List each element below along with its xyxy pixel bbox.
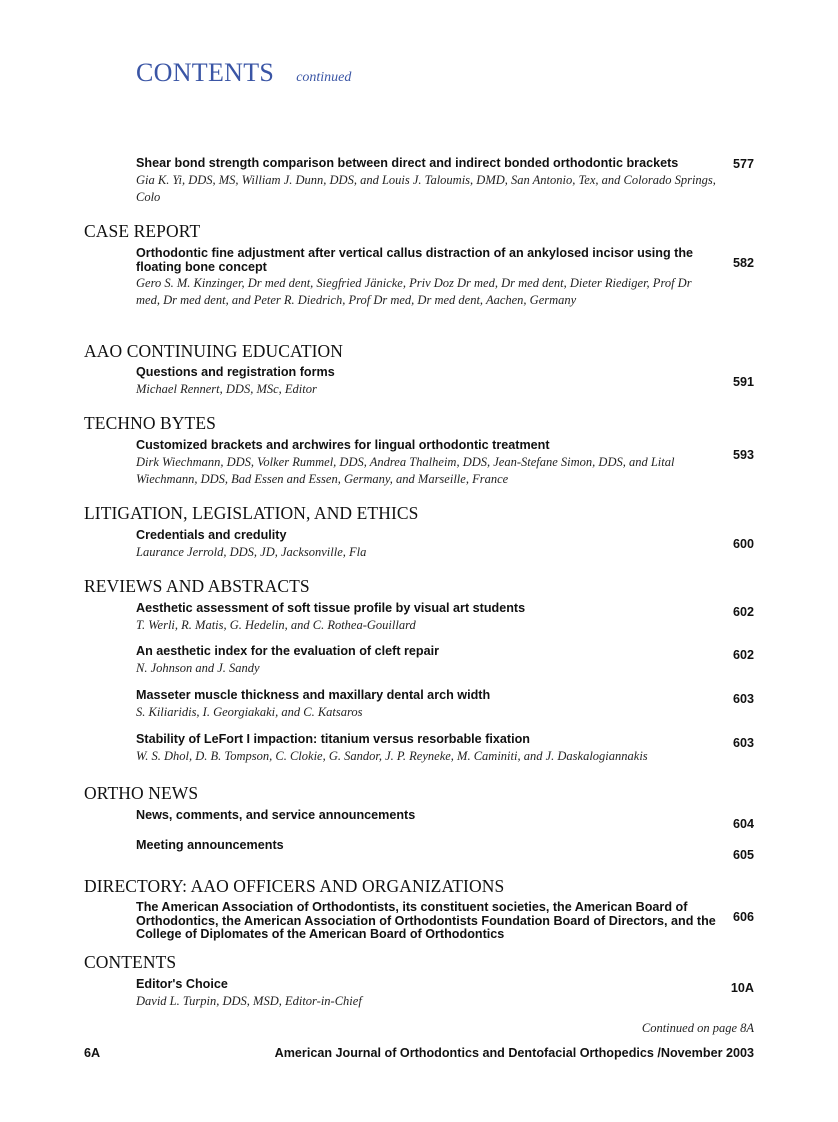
section-heading: DIRECTORY: AAO OFFICERS AND ORGANIZATIONS	[84, 876, 505, 896]
header-title: CONTENTS	[136, 58, 275, 87]
article-title: Shear bond strength comparison between direct and indirect bonded orthodontic brackets	[136, 156, 679, 170]
article-title: An aesthetic index for the evaluation of cleft repair	[136, 644, 440, 658]
article-entry[interactable]	[136, 366, 716, 398]
page-number: 604	[732, 817, 754, 831]
article-entry[interactable]	[136, 645, 716, 677]
article-title: Customized brackets and archwires for lingual orthodontic treatment	[136, 438, 550, 452]
page-number: 593	[732, 448, 754, 462]
article-entry[interactable]	[136, 689, 716, 721]
footer-page-label: 6A	[84, 1046, 101, 1060]
article-title: Editor's Choice	[136, 977, 228, 991]
section-heading: ORTHO NEWS	[84, 783, 199, 803]
continued-note: Continued on page 8A	[641, 1021, 754, 1035]
article-entry[interactable]	[136, 978, 716, 1010]
article-entry[interactable]	[136, 809, 716, 823]
contents-header	[136, 58, 351, 88]
page-number: 591	[732, 375, 754, 389]
article-authors: Gia K. Yi, DDS, MS, William J. Dunn, DDS, and Louis J. Taloumis, DMD, San Antonio, Tex, and Colorado Springs, Colo	[136, 172, 716, 204]
article-authors: S. Kiliaridis, I. Georgiakaki, and C. Katsaros	[136, 704, 363, 719]
page-number: 606	[732, 910, 754, 924]
article-title: Meeting announcements	[136, 838, 284, 852]
article-title: Stability of LeFort I impaction: titanium versus resorbable fixation	[136, 732, 530, 746]
article-title: Credentials and credulity	[136, 528, 287, 542]
article-authors: David L. Turpin, DDS, MSD, Editor-in-Chief	[136, 993, 362, 1008]
article-authors: T. Werli, R. Matis, G. Hedelin, and C. Rothea-Gouillard	[136, 617, 416, 632]
article-entry[interactable]	[136, 602, 716, 634]
article-title: News, comments, and service announcements	[136, 808, 416, 822]
page-number: 602	[732, 605, 754, 619]
page-number: 577	[732, 157, 754, 171]
page-number: 582	[732, 256, 754, 270]
section-heading: LITIGATION, LEGISLATION, AND ETHICS	[84, 503, 419, 523]
page-number: 603	[732, 736, 754, 750]
article-authors: Dirk Wiechmann, DDS, Volker Rummel, DDS, Andrea Thalheim, DDS, Jean-Stefane Simon, DDS, and Lital Wiechmann, DDS, Bad Essen and Essen, Germany, and Marseille, France	[136, 454, 675, 486]
article-entry[interactable]	[136, 157, 716, 206]
article-entry[interactable]	[136, 901, 716, 942]
article-authors: Gero S. M. Kinzinger, Dr med dent, Siegfried Jänicke, Priv Doz Dr med, Dr med dent, Dieter Riediger, Prof Dr med, Dr med dent, and Peter R. Diedrich, Prof Dr med, Dr med dent, Aachen, Germany	[136, 276, 692, 307]
article-title: Aesthetic assessment of soft tissue profile by visual art students	[136, 601, 526, 615]
page-number: 10A	[730, 981, 754, 995]
article-entry[interactable]	[136, 529, 716, 561]
article-authors: N. Johnson and J. Sandy	[136, 660, 260, 675]
page-number: 605	[732, 848, 754, 862]
article-authors: Laurance Jerrold, DDS, JD, Jacksonville, Fla	[136, 544, 367, 559]
article-entry[interactable]	[136, 439, 716, 488]
section-heading: AAO CONTINUING EDUCATION	[84, 341, 344, 361]
article-entry[interactable]	[136, 839, 716, 853]
article-title: The American Association of Orthodontists, its constituent societies, the American Board of Orthodontics, the American Association of Orthodontists Foundation Board of Directors, and the College of Diplomates of the American Board of Orthodontics	[136, 900, 716, 941]
article-title: Questions and registration forms	[136, 365, 335, 379]
section-heading: CASE REPORT	[84, 221, 201, 241]
page-number: 600	[732, 537, 754, 551]
article-entry[interactable]	[136, 733, 716, 765]
section-heading: TECHNO BYTES	[84, 413, 216, 433]
section-heading: CONTENTS	[84, 952, 177, 972]
article-authors: Michael Rennert, DDS, MSc, Editor	[136, 381, 317, 396]
footer-journal: American Journal of Orthodontics and Dentofacial Orthopedics /November 2003	[274, 1046, 754, 1060]
article-entry[interactable]	[136, 247, 716, 309]
header-subtitle: continued	[296, 70, 352, 85]
article-authors: W. S. Dhol, D. B. Tompson, C. Clokie, G. Sandor, J. P. Reyneke, M. Caminiti, and J. Daskalogiannakis	[136, 748, 648, 763]
article-title: Orthodontic fine adjustment after vertical callus distraction of an ankylosed incisor using the floating bone concept	[136, 246, 694, 274]
page-number: 603	[732, 692, 754, 706]
page-number: 602	[732, 648, 754, 662]
article-title: Masseter muscle thickness and maxillary dental arch width	[136, 688, 491, 702]
section-heading: REVIEWS AND ABSTRACTS	[84, 576, 310, 596]
